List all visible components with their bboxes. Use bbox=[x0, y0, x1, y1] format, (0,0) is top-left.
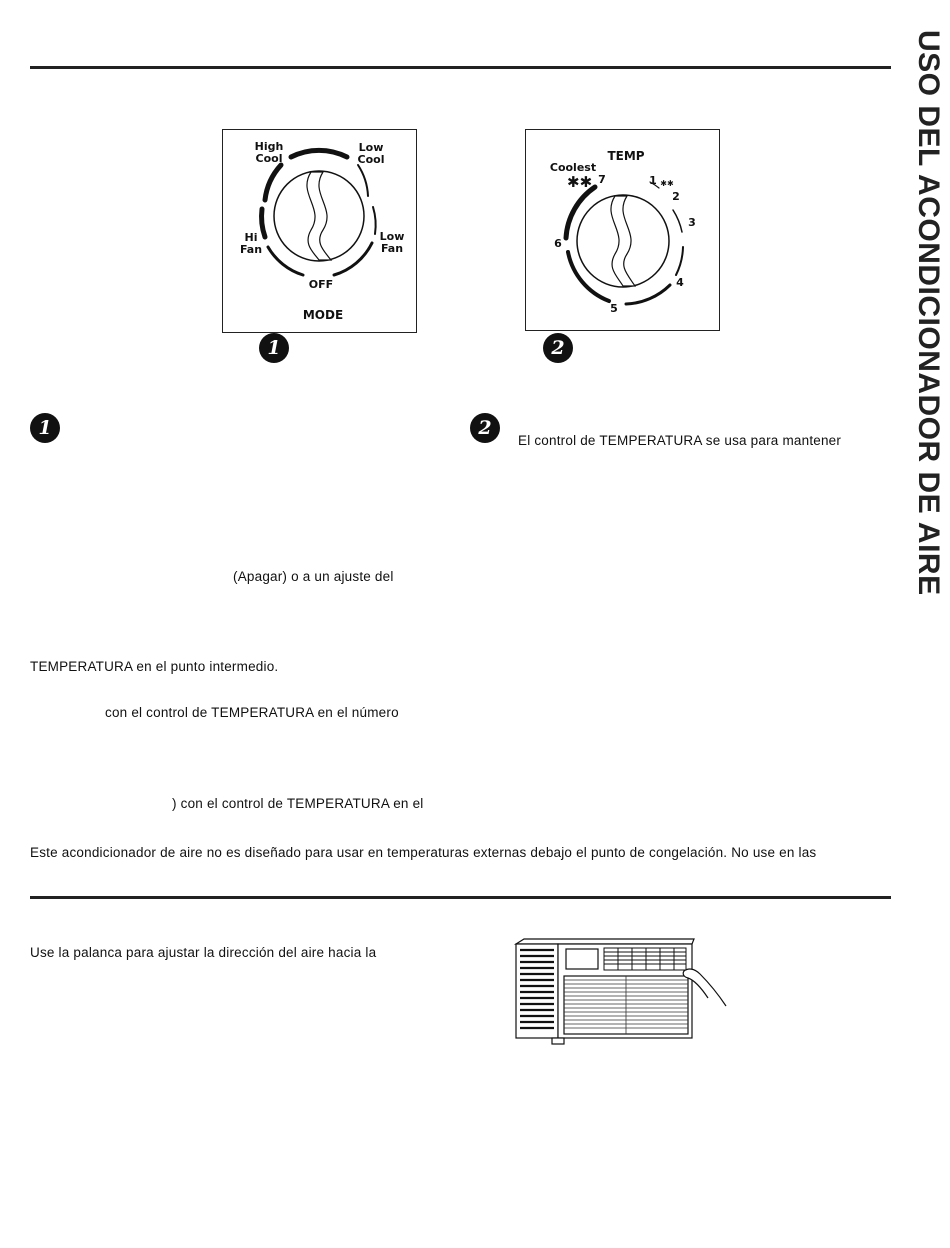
mode-section-badge: 1 bbox=[30, 413, 60, 443]
freezing-warning-text: Este acondicionador de aire no es diseñado para usar en temperaturas externas debajo el punto de congelación. No use en las bbox=[30, 845, 817, 860]
intermedio-text: TEMPERATURA en el punto intermedio. bbox=[30, 659, 279, 674]
label-3: 3 bbox=[688, 216, 696, 229]
top-divider bbox=[30, 66, 891, 69]
figure-badge-1: 1 bbox=[259, 333, 289, 363]
label-coolest: Coolest bbox=[549, 161, 597, 174]
airflow-text: Use la palanca para ajustar la dirección del aire hacia la bbox=[30, 945, 377, 960]
mode-dial-panel bbox=[222, 129, 417, 333]
ac-top-face bbox=[516, 939, 694, 944]
apagar-text: (Apagar) o a un ajuste del bbox=[233, 569, 394, 584]
label-7: 7 bbox=[598, 173, 606, 186]
label-high-cool: High Cool bbox=[254, 140, 284, 165]
temp-arc-right-lower bbox=[676, 247, 683, 275]
label-5: 5 bbox=[610, 302, 618, 315]
side-title-text: USO DEL ACONDICIONADOR DE AIRE bbox=[912, 30, 945, 596]
label-low-fan: Low Fan bbox=[379, 230, 405, 255]
mode-arc-upper-right bbox=[358, 165, 368, 196]
temp-title: TEMP bbox=[607, 149, 645, 163]
temp-dial-panel bbox=[525, 129, 720, 331]
temp-arc-bottom bbox=[626, 285, 670, 304]
air-conditioner-illustration bbox=[512, 938, 727, 1048]
temp-arc-right bbox=[673, 210, 682, 232]
snowflake-icon-cold: ✱✱ bbox=[567, 173, 593, 191]
snowflake-icon-mild: ✱✱ bbox=[660, 179, 674, 188]
temp-intro-text: El control de TEMPERATURA se usa para mantener bbox=[518, 433, 842, 448]
label-1: 1 bbox=[649, 174, 657, 187]
label-6: 6 bbox=[554, 237, 562, 250]
figure-badge-2: 2 bbox=[543, 333, 573, 363]
middle-divider bbox=[30, 896, 891, 899]
numero-text: con el control de TEMPERATURA en el número bbox=[105, 705, 399, 720]
mode-arc-right bbox=[373, 207, 376, 234]
mode-caption: MODE bbox=[302, 308, 344, 322]
ac-foot bbox=[552, 1038, 564, 1044]
label-hi-fan: Hi Fan bbox=[239, 231, 263, 256]
ac-control-window bbox=[566, 949, 598, 969]
temp-section-badge: 2 bbox=[470, 413, 500, 443]
label-low-cool: Low Cool bbox=[357, 141, 385, 166]
side-title bbox=[905, 30, 945, 650]
en-el-text: ) con el control de TEMPERATURA en el bbox=[172, 796, 424, 811]
label-2: 2 bbox=[672, 190, 680, 203]
ac-top-louvers bbox=[604, 948, 686, 970]
label-off: OFF bbox=[308, 278, 334, 291]
mode-arc-top bbox=[291, 150, 347, 157]
label-4: 4 bbox=[676, 276, 684, 289]
